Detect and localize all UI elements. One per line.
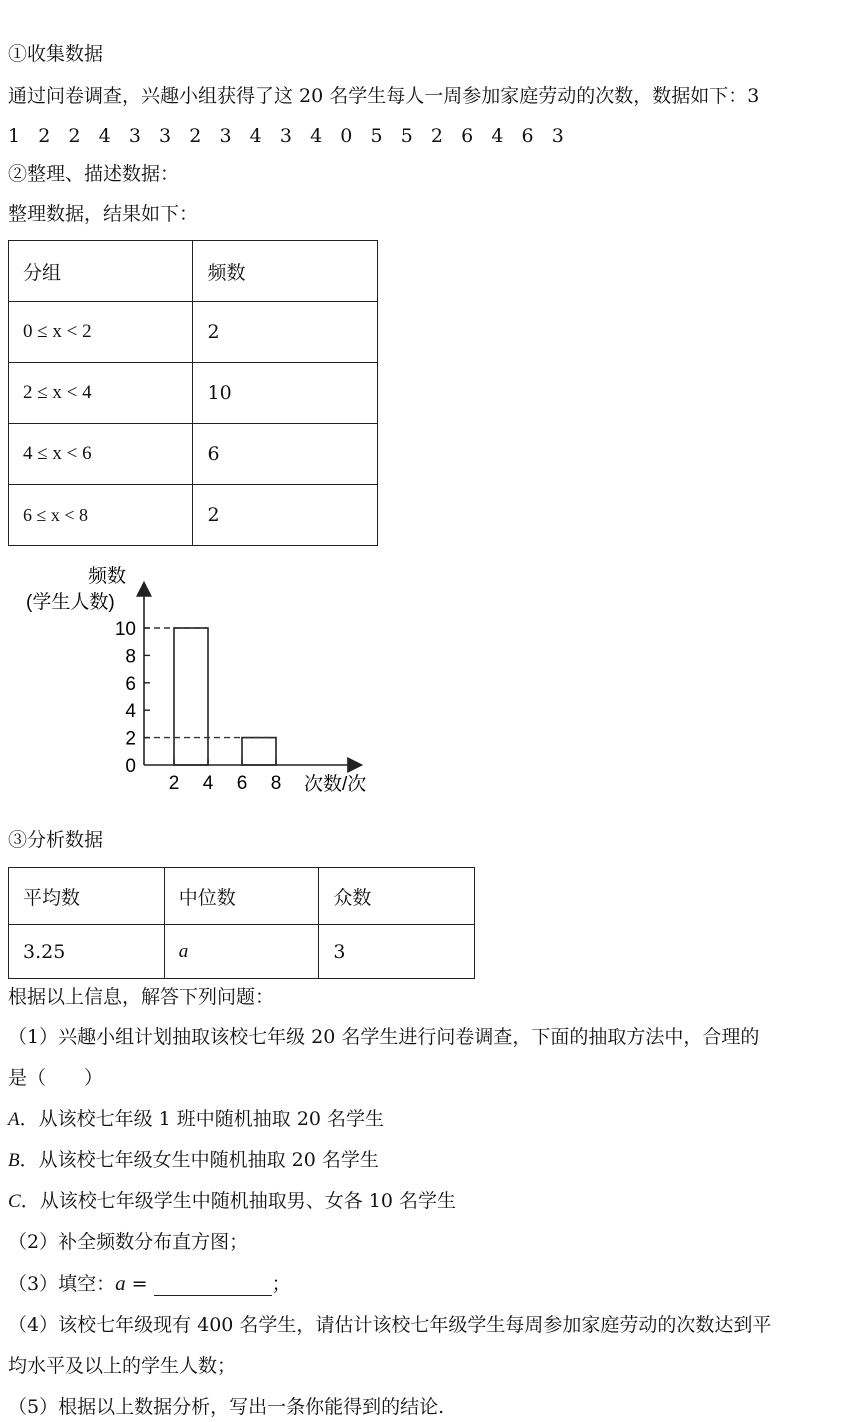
table-row	[9, 363, 378, 424]
option-a-letter: A	[8, 1109, 20, 1130]
histogram-bar	[174, 628, 208, 765]
x-tick-label: 2	[168, 773, 180, 794]
question-1-line-2: 是（ ）	[8, 1067, 104, 1089]
y-axis-label-2: (学生人数)	[26, 592, 115, 613]
frequency-table	[8, 240, 378, 546]
frequency-cell: 6	[193, 424, 378, 485]
option-c-text: ．从该校七年级学生中随机抽取男、女各 10 名学生	[20, 1190, 456, 1212]
x-tick-label: 6	[236, 773, 248, 794]
raw-data-line: 1 2 2 4 3 3 2 3 4 3 4 0 5 5 2 6 4 6 3	[8, 125, 564, 147]
question-5: （5）根据以上数据分析，写出一条你能得到的结论.	[8, 1396, 445, 1418]
frequency-histogram	[20, 560, 380, 800]
question-3-equals: =	[125, 1273, 154, 1295]
frequency-table-header	[9, 241, 378, 302]
answer-blank[interactable]	[154, 1275, 272, 1296]
option-c-letter: C	[8, 1191, 21, 1212]
header-frequency: 频数	[193, 241, 378, 302]
group-cell: 2 ≤ x < 4	[9, 363, 193, 424]
statistics-header-row	[9, 868, 475, 925]
group-cell: 6 ≤ x < 8	[9, 485, 193, 546]
question-2: （2）补全频数分布直方图；	[8, 1231, 249, 1253]
question-3-suffix: ；	[271, 1273, 291, 1295]
statistics-value-row	[9, 925, 475, 979]
y-tick-label: 6	[125, 673, 136, 695]
question-3-prefix: （3）填空：	[8, 1273, 116, 1295]
option-c	[8, 1189, 456, 1214]
x-axis-label: 次数/次	[304, 774, 367, 795]
table-row	[9, 302, 378, 363]
header-group: 分组	[9, 241, 193, 302]
y-tick-label: 4	[125, 701, 136, 723]
question-4-line-1: （4）该校七年级现有 400 名学生，请估计该校七年级学生每周参加家庭劳动的次数达到平	[8, 1314, 772, 1336]
table-row	[9, 424, 378, 485]
table-row	[9, 485, 378, 546]
option-a	[8, 1107, 384, 1132]
section-2-subheading: 整理数据，结果如下：	[8, 203, 199, 225]
x-tick-label: 8	[270, 773, 282, 794]
option-b-letter: B	[8, 1150, 20, 1171]
section-1-intro: 通过问卷调查，兴趣小组获得了这 20 名学生每人一周参加家庭劳动的次数，数据如下：3	[8, 85, 760, 107]
header-median: 中位数	[164, 868, 319, 925]
histogram-bar	[242, 738, 276, 765]
mean-value: 3.25	[9, 925, 165, 979]
mode-value: 3	[319, 925, 475, 979]
question-4-line-2: 均水平及以上的学生人数；	[8, 1355, 237, 1377]
header-mean: 平均数	[9, 868, 165, 925]
group-cell: 4 ≤ x < 6	[9, 424, 193, 485]
header-mode: 众数	[319, 868, 475, 925]
y-tick-label: 8	[125, 646, 136, 668]
question-3-variable: a	[115, 1271, 126, 1295]
option-a-text: ．从该校七年级 1 班中随机抽取 20 名学生	[19, 1108, 385, 1130]
section-2-heading: ②整理、描述数据：	[8, 163, 180, 185]
statistics-table	[8, 867, 475, 979]
median-value: a	[164, 925, 319, 979]
x-tick-label: 4	[202, 773, 214, 794]
option-b-text: ．从该校七年级女生中随机抽取 20 名学生	[19, 1149, 379, 1171]
y-tick-label: 0	[125, 756, 136, 777]
y-axis-label-1: 频数	[88, 566, 127, 587]
questions-intro: 根据以上信息，解答下列问题：	[8, 986, 275, 1008]
frequency-cell: 10	[193, 363, 378, 424]
frequency-cell: 2	[193, 302, 378, 363]
question-1-line-1: （1）兴趣小组计划抽取该校七年级 20 名学生进行问卷调查，下面的抽取方法中，合理的	[8, 1026, 760, 1048]
section-3-heading: ③分析数据	[8, 829, 104, 851]
question-3	[8, 1271, 291, 1296]
y-tick-label: 2	[125, 728, 136, 750]
group-cell: 0 ≤ x < 2	[9, 302, 193, 363]
y-tick-label: 10	[114, 619, 136, 640]
option-b	[8, 1148, 379, 1173]
section-1-heading: ①收集数据	[8, 43, 104, 65]
frequency-cell: 2	[193, 485, 378, 546]
